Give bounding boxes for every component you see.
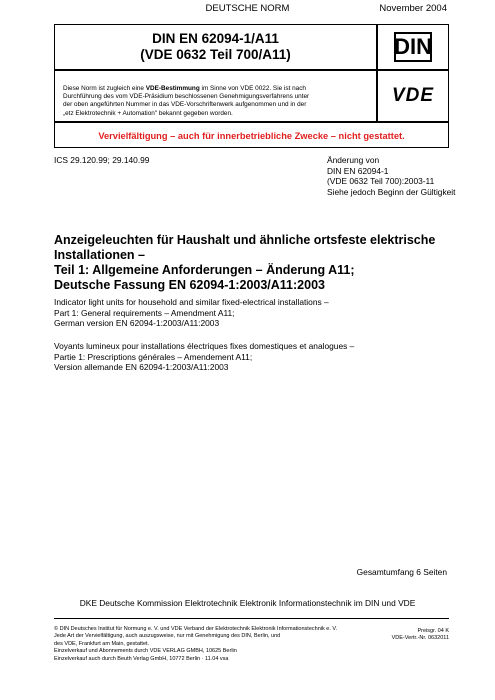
din-logo: DIN xyxy=(394,32,432,62)
footer-order-info xyxy=(392,628,449,643)
order-number: VDE-Vertr.-Nr. 0632011 xyxy=(391,635,449,642)
header-label: DEUTSCHE NORM xyxy=(205,3,290,14)
vde-note-line-1: Diese Norm ist zugleich eine VDE-Bestimmung im Sinne von VDE 0022. Sie ist nach xyxy=(63,85,306,92)
footer-copyright: © DIN Deutsches Institut für Normung e. V. und VDE Verband der Elektrotechnik Elektronik Informationstechnik e. V. Jede Art der Vervielfältigung, auch auszugsweise, nur mit Genehmigung des DIN, Berlin, und des VDE, Frankfurt am Main, gestattet. Einzelverkauf und Abonnements durch VDE VERLAG GMBH, 10625 Berlin Einzelverkauf auch durch Beuth Verlag GmbH, 10772 Berlin · 11.04 vsa xyxy=(54,626,338,662)
standard-number: DIN EN 62094-1/A11 xyxy=(152,31,279,46)
copy-notice: Vervielfältigung – auch für innerbetriebliche Zwecke – nicht gestattet. xyxy=(54,122,449,148)
title-german: Anzeigeleuchten für Haushalt und ähnliche ortsfeste elektrische Installationen – Teil 1: Allgemeine Anforderungen – Änderung A11; Deutsche Fassung EN 62094-1:2003/A11:2003 xyxy=(54,233,436,292)
total-pages: Gesamtumfang 6 Seiten xyxy=(356,567,447,577)
vde-note xyxy=(54,70,377,122)
vde-logo: VDE xyxy=(377,70,449,122)
title-french: Voyants lumineux pour installations électriques fixes domestiques et analogues – Partie 1: Prescriptions générales – Amendement A11; Version allemande EN 62094-1:2003/A11:2003 xyxy=(54,341,355,373)
amendment-of: Änderung von DIN EN 62094-1 (VDE 0632 Teil 700):2003-11 Siehe jedoch Beginn der Gültigkeit xyxy=(327,155,456,197)
din-logo-box xyxy=(377,24,449,70)
footer-divider xyxy=(54,618,449,619)
vde-number: (VDE 0632 Teil 700/A11) xyxy=(140,47,291,62)
price-group: Preisgr. 04 K xyxy=(417,628,449,634)
title-english: Indicator light units for household and similar fixed-electrical installations – Part 1: General requirements – Amendment A11; German version EN 62094-1:2003/A11:2003 xyxy=(54,297,329,329)
vde-note-line-4: „etz Elektrotechnik + Automation" bekannt gegeben worden. xyxy=(63,109,233,117)
vde-note-line-2: Durchführung des vom VDE-Präsidium beschlossenen Genehmigungsverfahrens unter xyxy=(63,93,310,101)
vde-note-line-3: der oben angeführten Nummer in das VDE-Vorschriftenwerk aufgenommen und in der xyxy=(63,101,307,109)
header-date: November 2004 xyxy=(379,3,447,14)
ics-codes: ICS 29.120.99; 29.140.99 xyxy=(54,155,150,165)
standard-number-box xyxy=(54,24,377,70)
committee: DKE Deutsche Kommission Elektrotechnik Elektronik Informationstechnik im DIN und VDE xyxy=(79,598,416,608)
